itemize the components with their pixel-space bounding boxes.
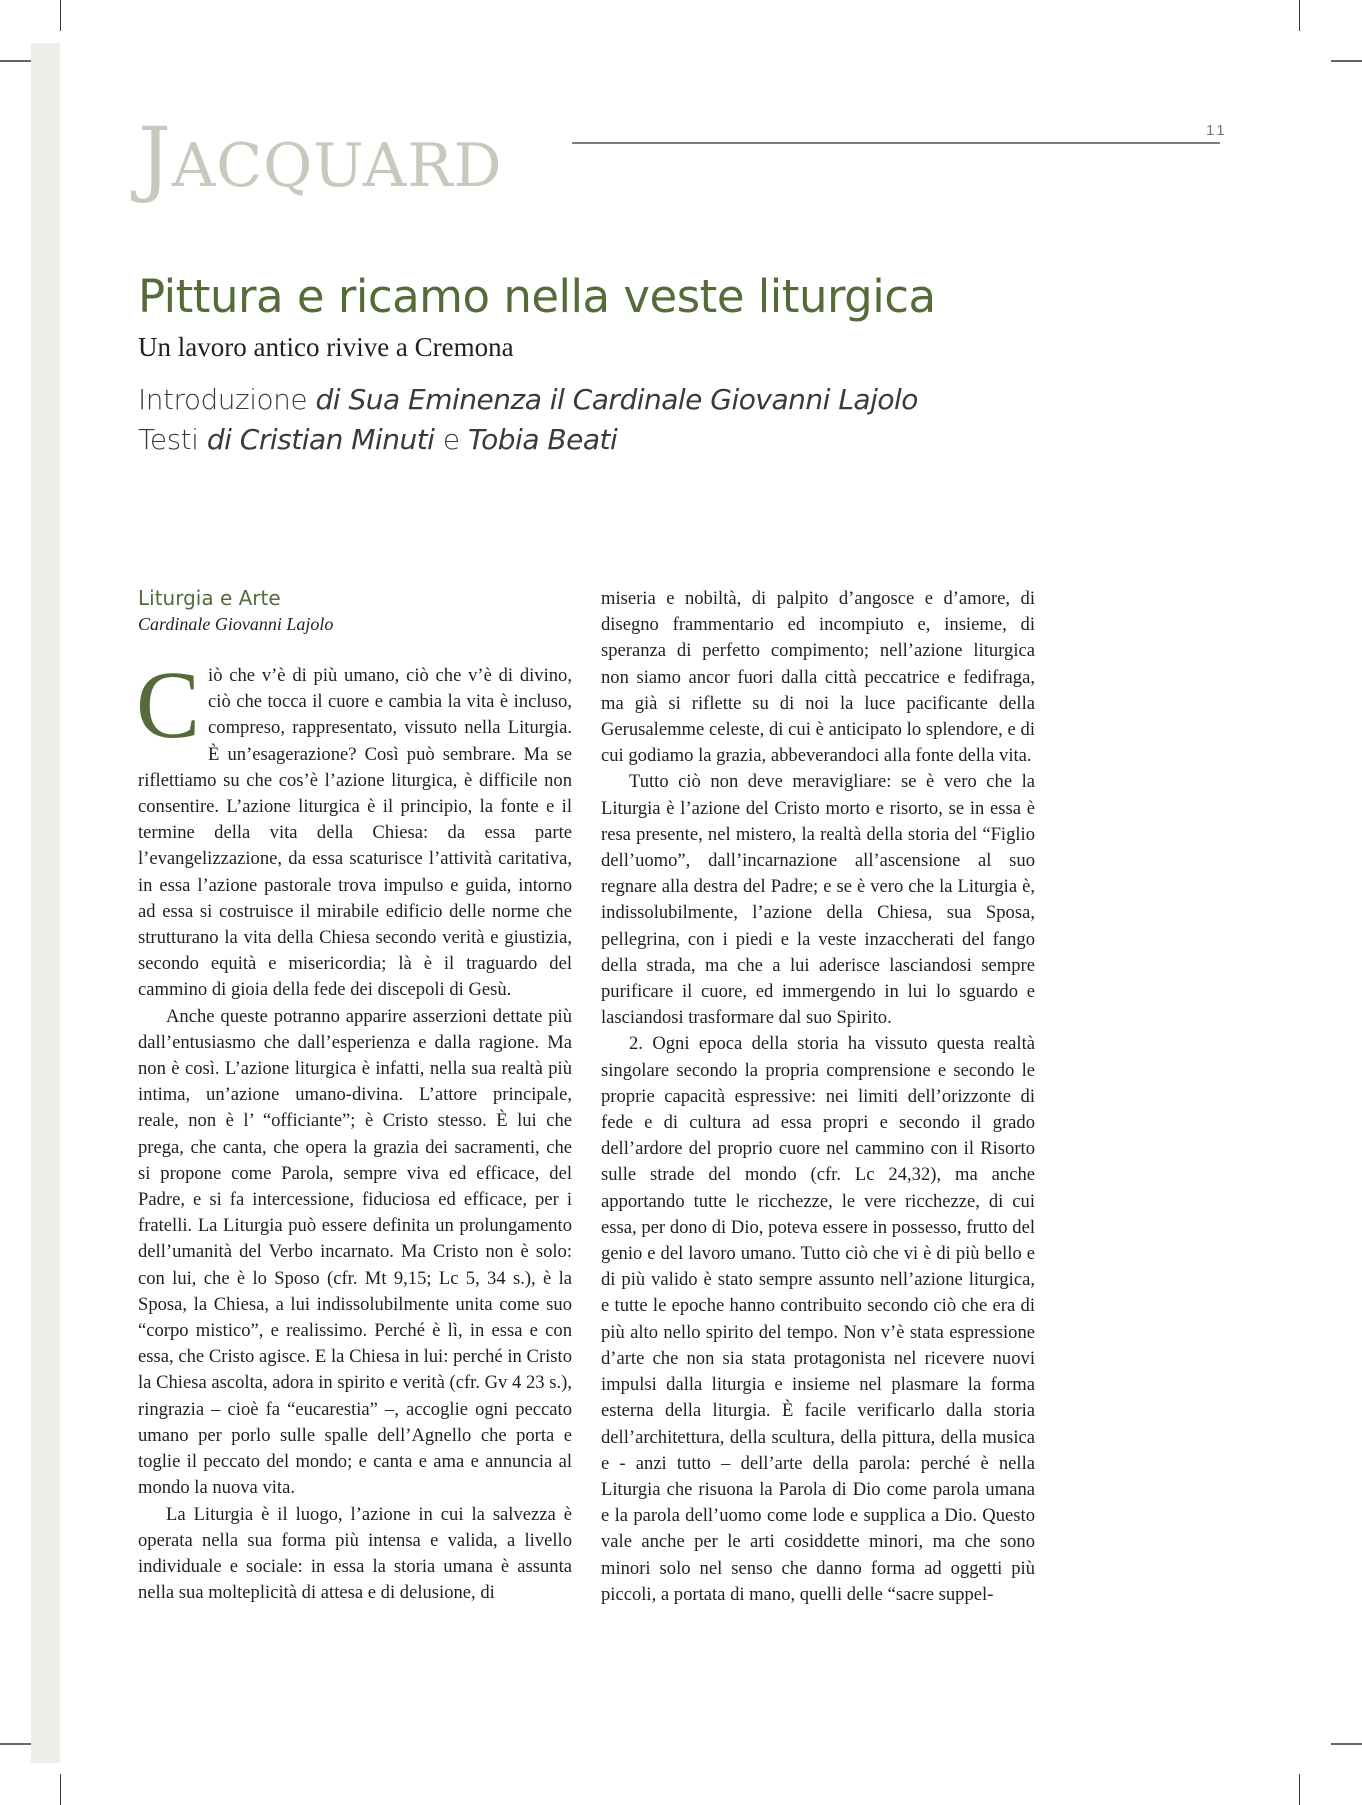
credits-texts-author-b: Tobia Beati (468, 423, 618, 456)
credits-texts-conj: e (434, 423, 468, 456)
page-number: 11 (1206, 122, 1228, 139)
paragraph: Anche queste potranno apparire asserzioni dettate più dall’entusiasmo che dall’esperienza e dalla ragione. Ma non è così. L’azione liturgica è infatti, nella sua realtà più intima, un’azione umano-divina. L’attore principale, reale, non è l’ “officiante”; è Cristo stesso. È lui che prega, che canta, che opera la grazia dei sacramenti, che si propone come Parola, sempre viva ed efficace, del Padre, e si fa intercessione, fiduciosa ed efficace, per i fratelli. La Liturgia può essere definita un prolungamento dell’umanità del Verbo incarnato. Ma Cristo non è solo: con lui, che è lo Sposo (cfr. Mt 9,15; Lc 5, 34 s.), è la Sposa, la Chiesa, a lui indissolubilmente unita come suo “corpo mistico”, e realissimo. Perché è lì, in essa e con essa, che Cristo agisce. E la Chiesa in lui: perché in Cristo la Chiesa ascolta, adora in spirito e verità (cfr. Gv 4 23 s.), ringrazia – cioè fa “eucarestia” –, accoglie ogni peccato umano per porlo sulle spalle dell’Agnello che porta e toglie il peccato del mondo; e canta e ama e annuncia al mondo la nuova vita. (138, 1005, 572, 1499)
credits-texts-label: Testi (138, 423, 207, 456)
credits (138, 380, 918, 460)
credits-intro-label: Introduzione (138, 383, 316, 416)
credits-texts-author-a: di Cristian Minuti (206, 423, 435, 456)
running-head-rest: ACQUARD (171, 131, 503, 201)
paragraph: La Liturgia è il luogo, l’azione in cui la salvezza è operata nella sua forma più intensa e valida, a livello individuale e sociale: in essa la storia umana è assunta nella sua molteplicità di attesa e di delusione, di (138, 1503, 572, 1604)
crop-mark-bottom-left (60, 1774, 61, 1805)
drop-cap: C (136, 651, 201, 758)
crop-mark-right-upper (1331, 60, 1362, 62)
article-column-left (138, 585, 572, 1606)
running-head-initial: J (138, 111, 172, 206)
crop-mark-bottom-right (1299, 1774, 1300, 1805)
crop-mark-left-lower (0, 1743, 31, 1745)
section-author: Cardinale Giovanni Lajolo (138, 614, 334, 634)
page-side-strip (31, 43, 60, 1763)
paragraph: Tutto ciò non deve meravigliare: se è vero che la Liturgia è l’azione del Cristo morto e risorto, se in essa è resa presente, nel mistero, la realtà della storia del “Figlio dell’uomo”, dall’incarnazione all’ascensione al suo regnare alla destra del Padre; e se è vero che la Liturgia è, indissolubilmente, l’azione della Chiesa, sua Sposa, pellegrina, con i piedi e la veste inzaccherati del fango della strada, ma che a lui aderisce lasciandosi sempre purificare il cuore, ed immergendo in lui lo sguardo e lasciandosi trasformare dal suo Spirito. (601, 771, 1035, 1029)
page-title: Pittura e ricamo nella veste liturgica (138, 270, 936, 323)
paragraph (136, 651, 572, 1004)
article-column-right (601, 586, 1035, 1608)
crop-mark-top-right (1299, 0, 1300, 31)
credits-texts (138, 420, 918, 460)
running-head (138, 111, 503, 206)
section-title: Liturgia e Arte (138, 586, 281, 610)
crop-mark-right-lower (1331, 1743, 1362, 1745)
paragraph: miseria e nobiltà, di palpito d’angosce e d’amore, di disegno frammentario ed incompiuto e, insieme, di speranza di perfetto compimento; nell’azione liturgica non siamo ancor fuori dalla città peccatrice e fedifraga, ma già si riflette su di noi la luce pacificante della Gerusalemme celeste, di cui è anticipato lo splendore, e di cui godiamo la grazia, abbeverandoci alla fonte della vita. (601, 588, 1035, 767)
header-rule (572, 142, 1220, 144)
crop-mark-left-upper (0, 60, 31, 62)
credits-introduction (138, 380, 918, 420)
paragraph-text: iò che v’è di più umano, ciò che v’è di divino, ciò che tocca il cuore e cambia la vita è incluso, compreso, rappresentato, vissuto nella Liturgia. È un’esagerazione? Così può sembrare. Ma se riflettiamo su che cos’è l’azione liturgica, è difficile non consentire. L’azione liturgica è il principio, la fonte e il termine della vita della Chiesa: da essa parte l’evangelizzazione, da essa scaturisce l’attività caritativa, in essa l’azione pastorale trova impulso e guida, intorno ad essa si costruisce il mirabile edificio delle norme che strutturano la vita della Chiesa secondo verità e giustizia, secondo equità e misericordia; là è il traguardo del cammino di gioia della fede dei discepoli di Gesù. (138, 665, 572, 1001)
page-subtitle: Un lavoro antico rivive a Cremona (138, 332, 514, 362)
credits-intro-author: di Sua Eminenza il Cardinale Giovanni Lajolo (315, 383, 918, 416)
paragraph: 2. Ogni epoca della storia ha vissuto questa realtà singolare secondo la propria comprensione e secondo le proprie capacità espressive: nei limiti dell’orizzonte di fede e di cultura ad essa propri e secondo il grado dell’ardore del proprio cuore nel cammino con il Risorto sulle strade del mondo (cfr. Lc 24,32), ma anche apportando tutte le ricchezze, le vere ricchezze, di cui essa, per dono di Dio, poteva essere in possesso, frutto del genio e del lavoro umano. Tutto ciò che vi è di più bello e di più valido è stato sempre assunto nell’azione liturgica, e tutte le epoche hanno contribuito secondo ciò che era di più alto nello spirito del tempo. Non v’è stata espressione d’arte che non sia stata protagonista nel ricevere nuovi impulsi dalla liturgia e insieme nel plasmare la forma esterna della liturgia. È facile verificarlo dalla storia dell’architettura, della scultura, della pittura, della musica e - anzi tutto – dell’arte della parola: perché è nella Liturgia che risuona la Parola di Dio come parola umana e la parola dell’uomo come lode e supplica a Dio. Questo vale anche per le arti cosiddette minori, ma che sono minori solo nel senso che danno forma ad oggetti più piccoli, a portata di mano, quelli delle “sacre suppel- (601, 1033, 1035, 1605)
crop-mark-top-left (60, 0, 61, 31)
